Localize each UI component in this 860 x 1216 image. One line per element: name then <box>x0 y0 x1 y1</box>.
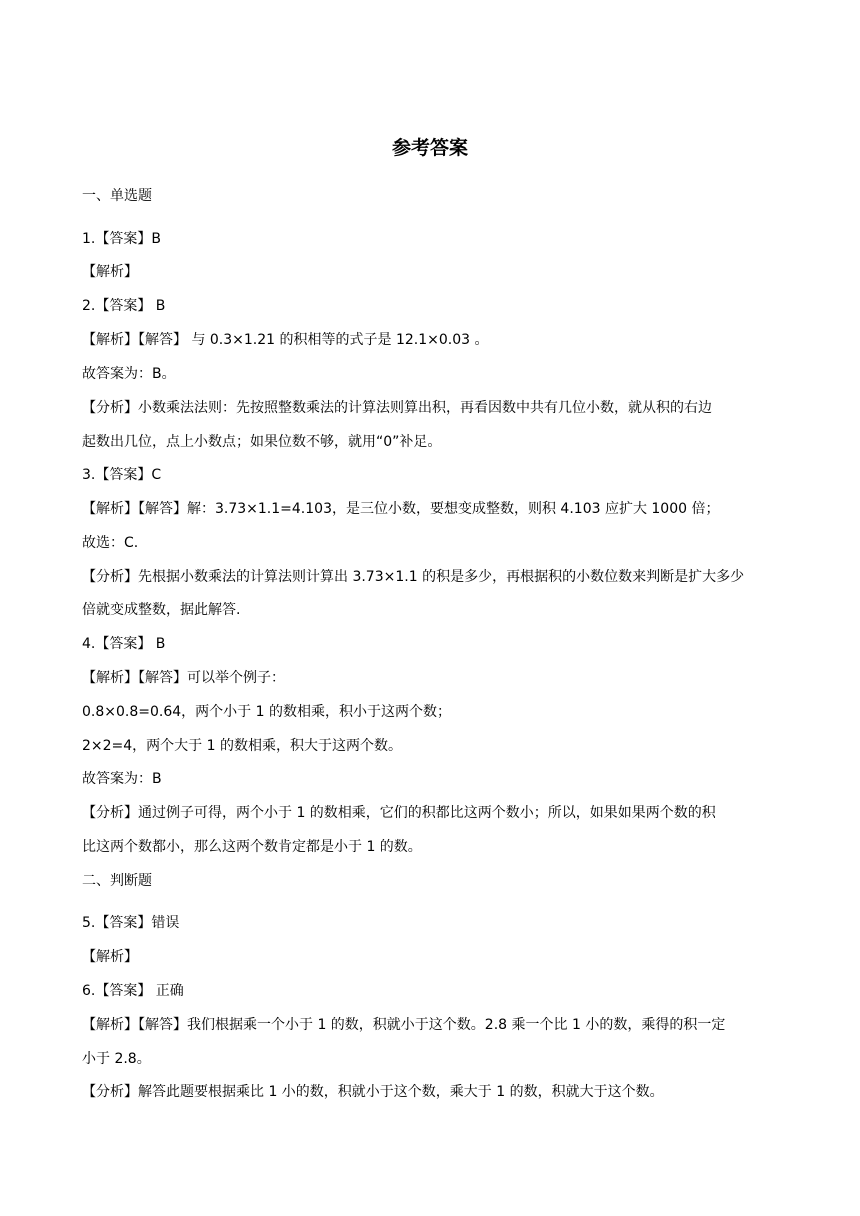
answer-line-q2: 2.【答案】 B <box>82 298 166 314</box>
explanation-line-q2-b: 起数出几位，点上小数点；如果位数不够，就用“0”补足。 <box>82 434 442 450</box>
example-line-q4-b: 2×2=4，两个大于 1 的数相乘，积大于这两个数。 <box>82 738 402 754</box>
answer-line-q3: 3.【答案】C <box>82 467 162 483</box>
answer-line-q5: 5.【答案】错误 <box>82 915 180 931</box>
answer-line-q4: 4.【答案】 B <box>82 636 166 652</box>
answer-line-q1: 1.【答案】B <box>82 231 161 247</box>
section-heading-single-choice: 一、单选题 <box>82 188 152 204</box>
explanation-line-q4-a: 【分析】通过例子可得，两个小于 1 的数相乘，它们的积都比这两个数小；所以，如果如果两个数的积 <box>82 805 716 821</box>
analysis-line-q5: 【解析】 <box>82 949 138 965</box>
section-heading-true-false: 二、判断题 <box>82 873 152 889</box>
explanation-line-q2-a: 【分析】小数乘法法则：先按照整数乘法的计算法则算出积，再看因数中共有几位小数，就从积的右边 <box>82 400 712 416</box>
explanation-line-q3-b: 倍就变成整数，据此解答. <box>82 602 241 618</box>
explanation-line-q6: 【分析】解答此题要根据乘比 1 小的数，积就小于这个数，乘大于 1 的数，积就大于这个数。 <box>82 1084 664 1100</box>
explanation-line-q4-b: 比这两个数都小，那么这两个数肯定都是小于 1 的数。 <box>82 839 422 855</box>
analysis-line-q4: 【解析】【解答】可以举个例子： <box>82 670 285 686</box>
answer-line-q6: 6.【答案】 正确 <box>82 983 184 999</box>
analysis-line-q6-a: 【解析】【解答】我们根据乘一个小于 1 的数，积就小于这个数。2.8 乘一个比 1 小的数，乘得的积一定 <box>82 1017 726 1033</box>
analysis-line-q1: 【解析】 <box>82 264 138 280</box>
analysis-line-q3: 【解析】【解答】解：3.73×1.1=4.103，是三位小数，要想变成整数，则积 4.103 应扩大 1000 倍； <box>82 501 720 517</box>
conclusion-line-q4: 故答案为：B <box>82 771 162 787</box>
analysis-line-q6-b: 小于 2.8。 <box>82 1051 151 1067</box>
analysis-line-q2: 【解析】【解答】 与 0.3×1.21 的积相等的式子是 12.1×0.03 。 <box>82 332 489 348</box>
explanation-line-q3-a: 【分析】先根据小数乘法的计算法则计算出 3.73×1.1 的积是多少，再根据积的小数位数来判断是扩大多少 <box>82 569 745 585</box>
page-title: 参考答案 <box>391 137 468 159</box>
conclusion-line-q2: 故答案为：B。 <box>82 366 176 382</box>
conclusion-line-q3: 故选：C. <box>82 535 139 551</box>
example-line-q4-a: 0.8×0.8=0.64，两个小于 1 的数相乘，积小于这两个数； <box>82 704 451 720</box>
